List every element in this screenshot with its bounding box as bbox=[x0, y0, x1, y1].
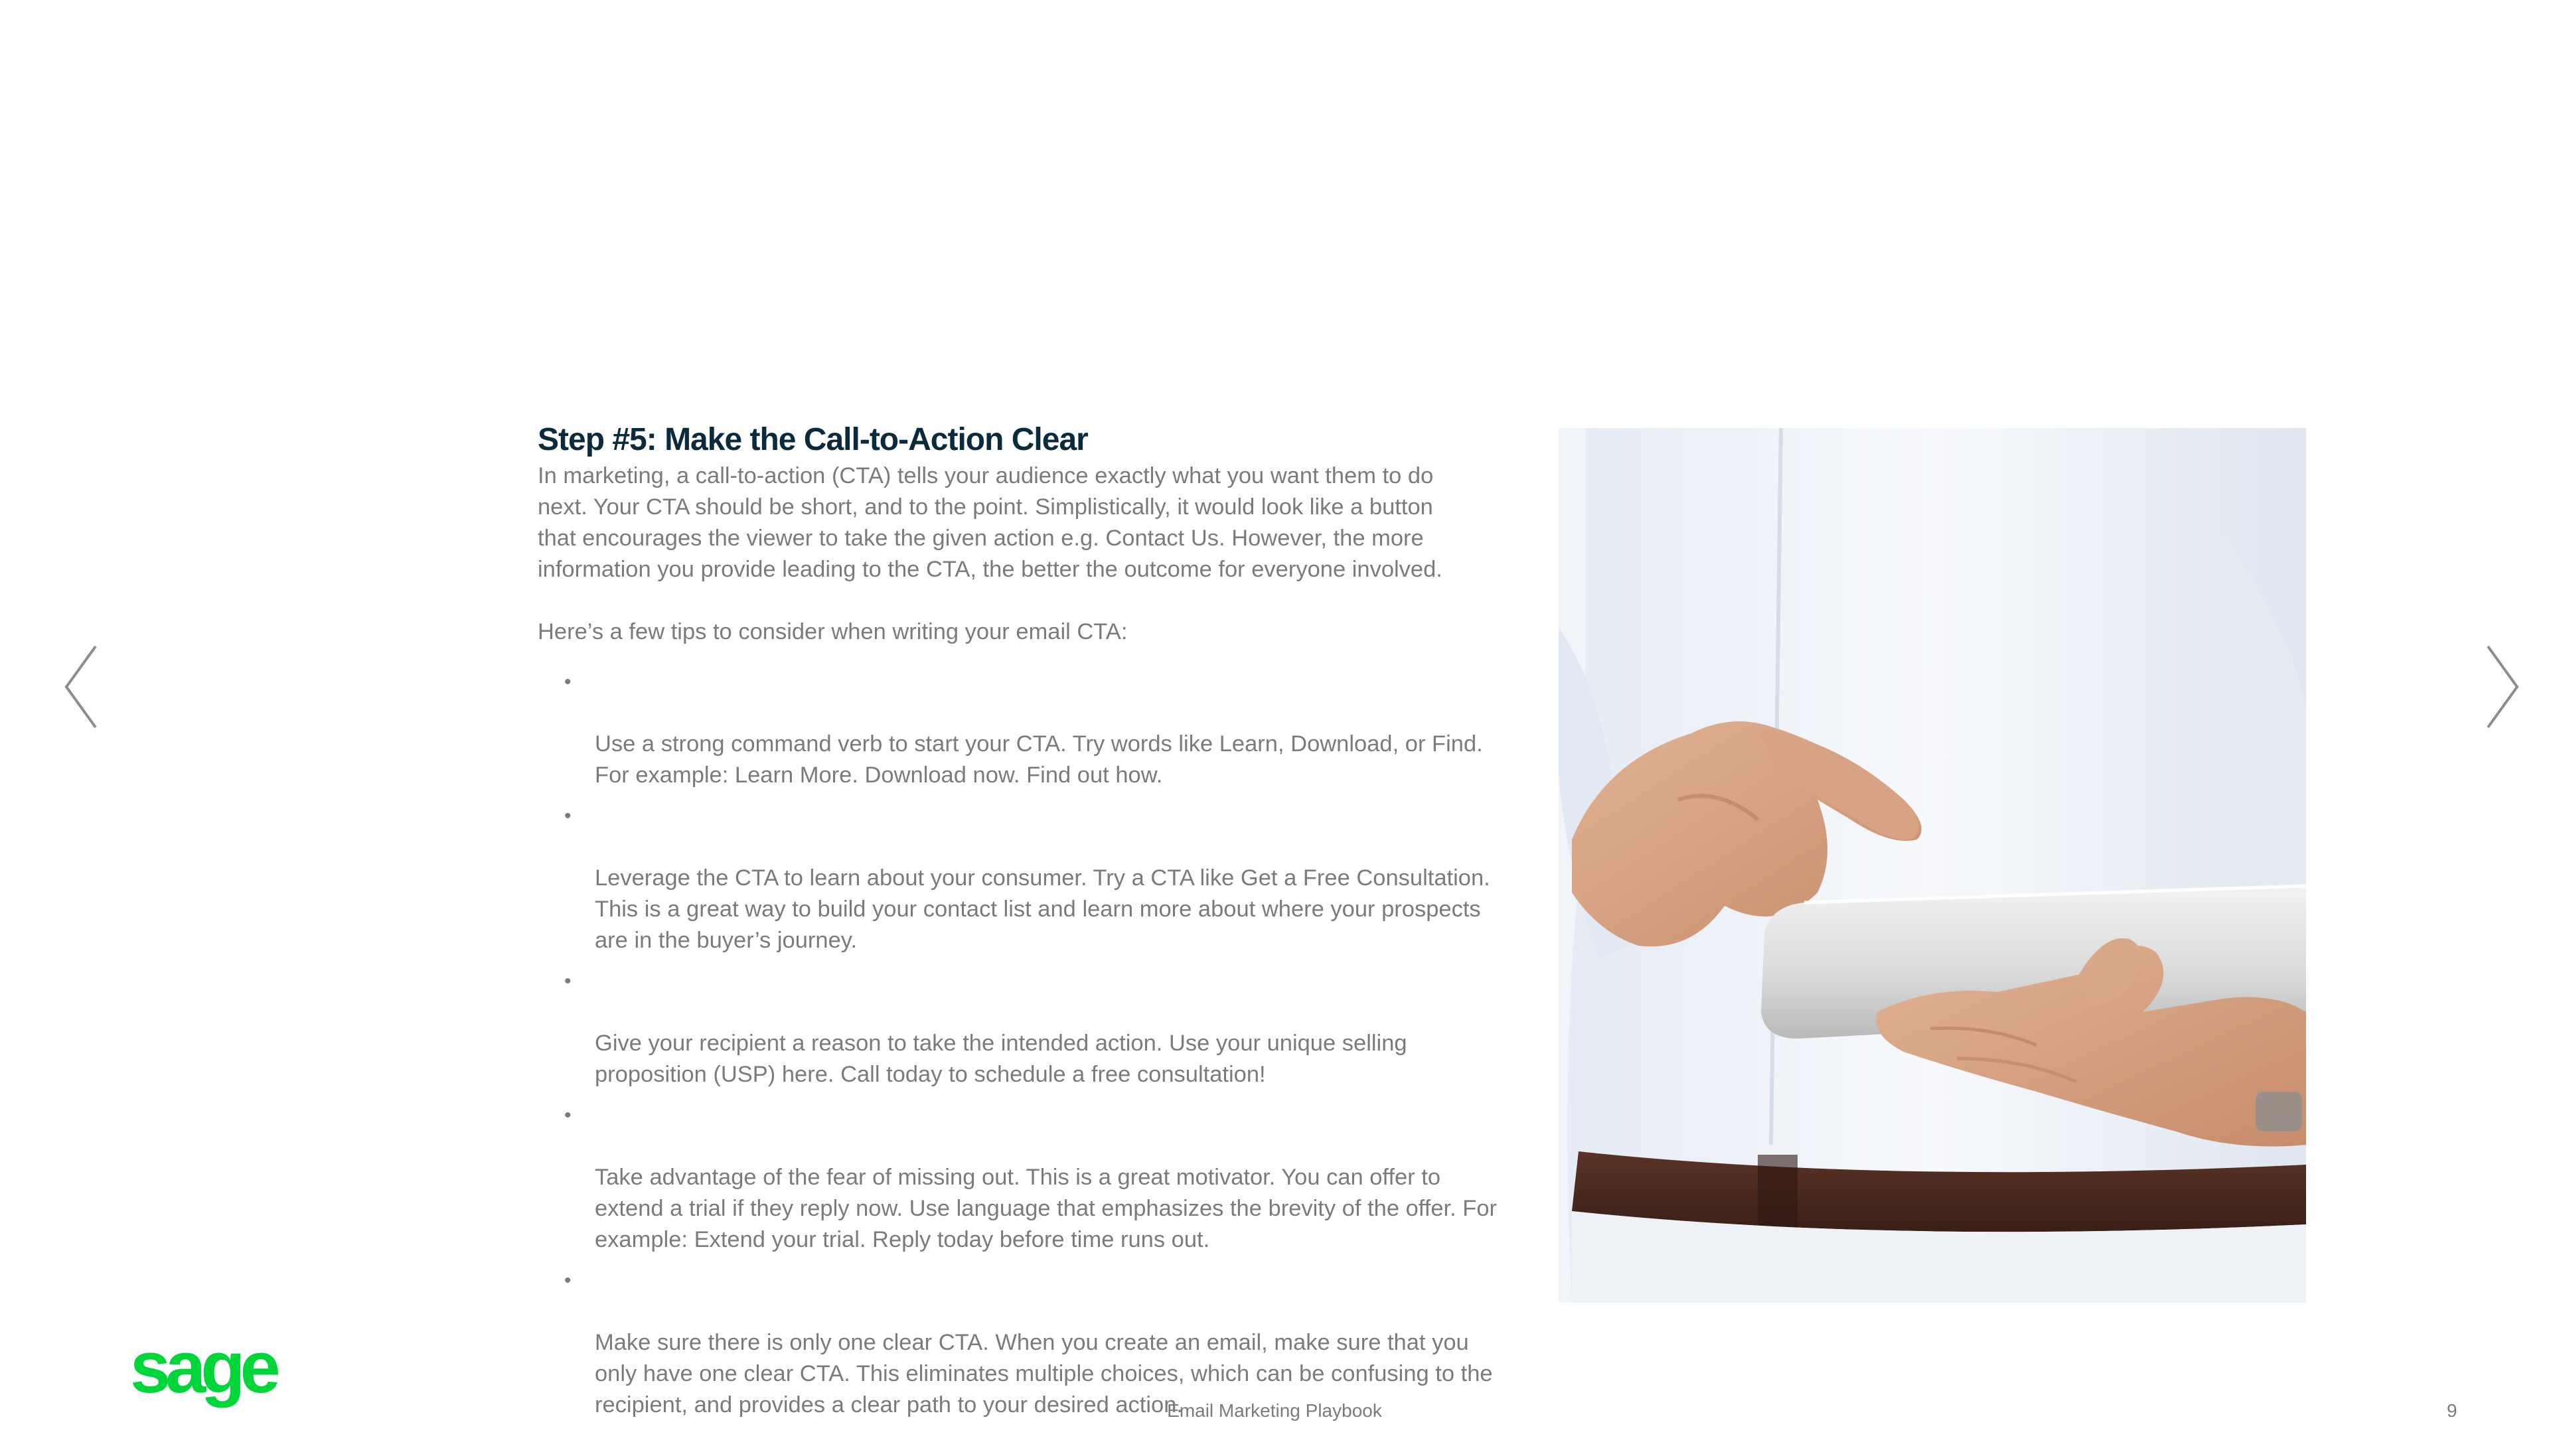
list-item-text: Make sure there is only one clear CTA. When you create an email, make sure that you only have one clear CTA. This eliminates multiple choices, which can be confusing to the recipient, and provides a clear path to your desired action. bbox=[595, 1330, 1493, 1418]
bullet-icon: • bbox=[564, 671, 572, 693]
tips-lead-text: Here’s a few tips to consider when writing your email CTA: bbox=[538, 619, 1128, 644]
next-page-button[interactable] bbox=[2483, 644, 2522, 730]
page-title: Step #5: Make the Call-to-Action Clear bbox=[538, 422, 1088, 457]
main-content bbox=[538, 419, 1500, 1430]
bullet-icon: • bbox=[564, 1104, 572, 1126]
logo-text: sage bbox=[130, 1341, 275, 1408]
person-with-tablet-photo bbox=[1559, 428, 2306, 1303]
list-item bbox=[538, 966, 1500, 1090]
intro-paragraph: In marketing, a call-to-action (CTA) tells your audience exactly what you want them to do next. Your CTA should be short, and to the point. Simplistically, it would look like a button that encourages the viewer to take the given action e.g. Contact Us. However, the more information you provide leading to the CTA, the better the outcome for everyone involved. bbox=[538, 463, 1442, 582]
bullet-icon: • bbox=[564, 1270, 572, 1291]
chevron-right-icon bbox=[2483, 644, 2522, 730]
page-number: 9 bbox=[2447, 1400, 2457, 1421]
footer-title: Email Marketing Playbook bbox=[1167, 1400, 1382, 1421]
list-item-text: Leverage the CTA to learn about your consumer. Try a CTA like Get a Free Consultation. This is a great way to build your contact list and learn more about where your prospects are in the buyer’s journey. bbox=[595, 865, 1490, 953]
bullet-icon: • bbox=[564, 805, 572, 827]
person-with-tablet-illustration bbox=[1559, 428, 2306, 1303]
list-item bbox=[538, 1100, 1500, 1256]
list-item bbox=[538, 800, 1500, 956]
bullet-icon: • bbox=[564, 970, 572, 992]
list-item-text: Take advantage of the fear of missing out. This is a great motivator. You can offer to extend a trial if they reply now. Use language that emphasizes the brevity of the offer. For example: Extend your trial. Reply today before time runs out. bbox=[595, 1165, 1498, 1252]
list-item bbox=[538, 666, 1500, 791]
list-item-text: Give your recipient a reason to take the intended action. Use your unique selling proposition (USP) here. Call today to schedule a free consultation! bbox=[595, 1031, 1407, 1087]
list-item-text: Use a strong command verb to start your CTA. Try words like Learn, Download, or Find. For example: Learn More. Download now. Find out how. bbox=[595, 731, 1483, 788]
tips-list bbox=[538, 666, 1500, 1421]
previous-page-button[interactable] bbox=[61, 644, 101, 730]
list-item bbox=[538, 1265, 1500, 1421]
chevron-left-icon bbox=[61, 644, 101, 730]
